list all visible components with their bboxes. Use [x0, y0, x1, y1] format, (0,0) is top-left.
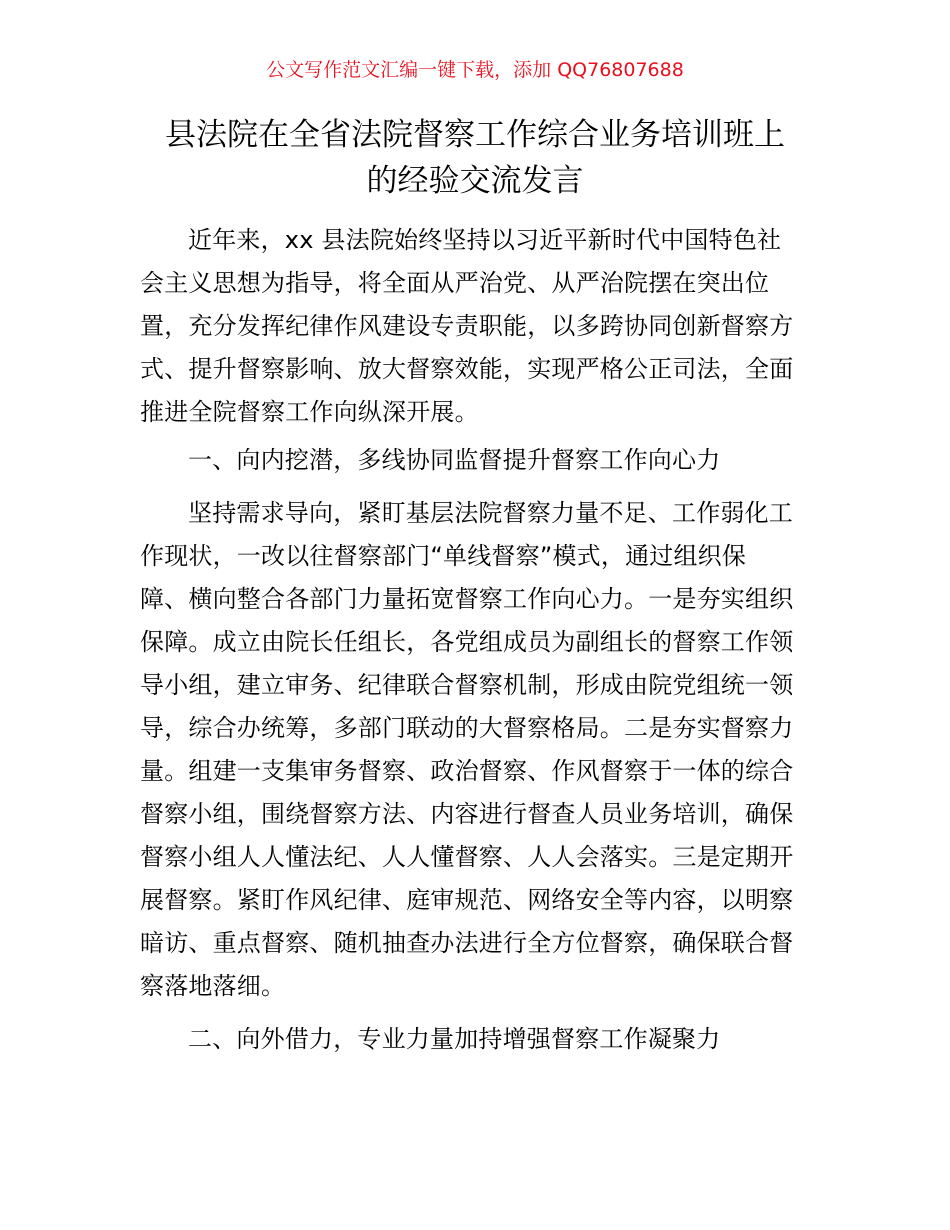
text-line: 导小组，建立审务、纪律联合督察机制，形成由院党组统一领 [140, 671, 794, 699]
text-line: 作现状，一改以往督察部门“单线督察”模式，通过组织保 [140, 542, 747, 570]
text-line: 量。组建一支集审务督察、政治督察、作风督察于一体的综合 [140, 757, 794, 785]
document-title [140, 112, 810, 204]
heading-text: 一、向内挖潜，多线协同监督提升督察工作向心力 [188, 446, 721, 474]
section-1-paragraph [140, 492, 810, 1008]
text-line: 保障。成立由院长任组长，各党组成员为副组长的督察工作领 [140, 628, 794, 656]
title-line: 县法院在全省法院督察工作综合业务培训班上 [165, 117, 785, 153]
intro-paragraph [140, 219, 810, 434]
text-line: 暗访、重点督察、随机抽查办法进行全方位督察，确保联合督 [140, 929, 794, 957]
text-line: 推进全院督察工作向纵深开展。 [140, 398, 479, 426]
download-promo-note: 公文写作范文汇编一键下载，添加 QQ76807688 [266, 59, 684, 81]
title-line: 的经验交流发言 [366, 163, 584, 199]
text-line: 督察小组，围绕督察方法、内容进行督查人员业务培训，确保 [140, 800, 794, 828]
text-line: 导，综合办统筹，多部门联动的大督察格局。二是夯实督察力 [140, 714, 794, 742]
section-2-heading [140, 1018, 810, 1061]
text-line: 展督察。紧盯作风纪律、庭审规范、网络安全等内容，以明察 [140, 886, 794, 914]
text-line: 障、横向整合各部门力量拓宽督察工作向心力。一是夯实组织 [140, 585, 794, 613]
text-line: 会主义思想为指导，将全面从严治党、从严治院摆在突出位 [140, 269, 770, 297]
text-line: 督察小组人人懂法纪、人人懂督察、人人会落实。三是定期开 [140, 843, 794, 871]
section-1-heading [140, 439, 810, 482]
heading-text: 二、向外借力，专业力量加持增强督察工作凝聚力 [188, 1025, 721, 1053]
text-line: 近年来，xx 县法院始终坚持以习近平新时代中国特色社 [188, 226, 782, 254]
text-line: 察落地落细。 [140, 972, 286, 1000]
text-line: 坚持需求导向，紧盯基层法院督察力量不足、工作弱化工 [188, 499, 793, 527]
text-line: 式、提升督察影响、放大督察效能，实现严格公正司法，全面 [140, 355, 794, 383]
text-line: 置，充分发挥纪律作风建设专责职能，以多跨协同创新督察方 [140, 312, 794, 340]
